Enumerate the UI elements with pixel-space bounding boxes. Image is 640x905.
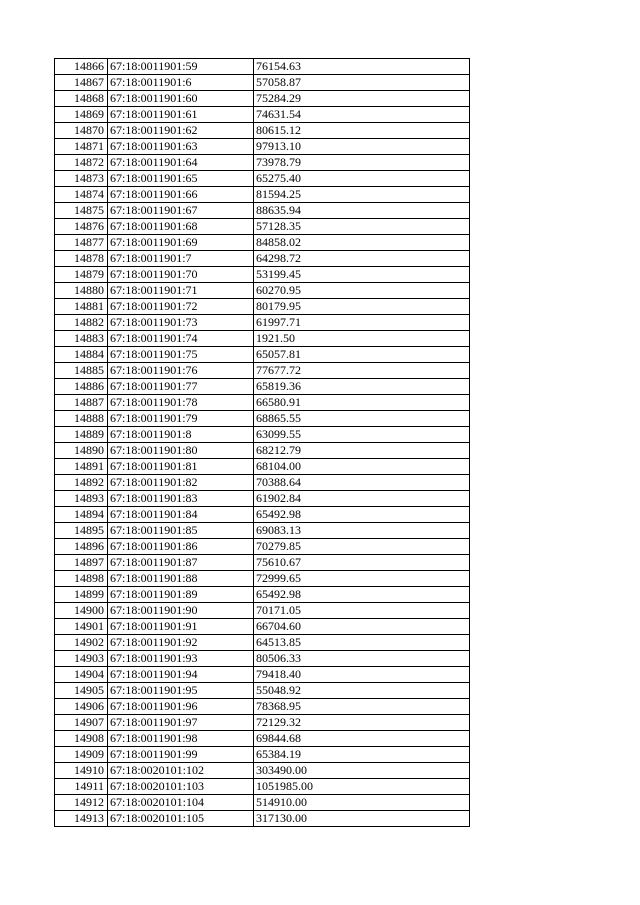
cadastral-number-cell: 67:18:0011901:61 (108, 107, 254, 123)
cadastral-number-cell: 67:18:0011901:80 (108, 443, 254, 459)
cadastral-number-cell: 67:18:0011901:78 (108, 395, 254, 411)
table-row (55, 251, 470, 267)
amount-cell: 72999.65 (254, 571, 470, 587)
table-row (55, 523, 470, 539)
row-number-cell: 14913 (55, 811, 108, 827)
amount-cell: 97913.10 (254, 139, 470, 155)
table-row (55, 267, 470, 283)
cadastral-number-cell: 67:18:0011901:7 (108, 251, 254, 267)
table-row (55, 315, 470, 331)
table-row (55, 363, 470, 379)
row-number-cell: 14890 (55, 443, 108, 459)
amount-cell: 75610.67 (254, 555, 470, 571)
row-number-cell: 14902 (55, 635, 108, 651)
cadastral-number-cell: 67:18:0011901:68 (108, 219, 254, 235)
row-number-cell: 14900 (55, 603, 108, 619)
amount-cell: 69844.68 (254, 731, 470, 747)
table-row (55, 603, 470, 619)
cadastral-number-cell: 67:18:0011901:71 (108, 283, 254, 299)
table-row (55, 731, 470, 747)
table-row (55, 635, 470, 651)
table-body (55, 59, 470, 827)
table-row (55, 75, 470, 91)
amount-cell: 88635.94 (254, 203, 470, 219)
table-row (55, 763, 470, 779)
table-row (55, 811, 470, 827)
cadastral-number-cell: 67:18:0011901:77 (108, 379, 254, 395)
row-number-cell: 14882 (55, 315, 108, 331)
row-number-cell: 14877 (55, 235, 108, 251)
table-row (55, 747, 470, 763)
table-row (55, 651, 470, 667)
cadastral-number-cell: 67:18:0011901:60 (108, 91, 254, 107)
cadastral-number-cell: 67:18:0011901:81 (108, 459, 254, 475)
row-number-cell: 14888 (55, 411, 108, 427)
table-row (55, 715, 470, 731)
row-number-cell: 14867 (55, 75, 108, 91)
row-number-cell: 14866 (55, 59, 108, 75)
cadastral-number-cell: 67:18:0011901:97 (108, 715, 254, 731)
row-number-cell: 14886 (55, 379, 108, 395)
cadastral-number-cell: 67:18:0011901:93 (108, 651, 254, 667)
row-number-cell: 14880 (55, 283, 108, 299)
table-row (55, 219, 470, 235)
table-row (55, 491, 470, 507)
amount-cell: 55048.92 (254, 683, 470, 699)
amount-cell: 65057.81 (254, 347, 470, 363)
cadastral-number-cell: 67:18:0011901:59 (108, 59, 254, 75)
row-number-cell: 14876 (55, 219, 108, 235)
row-number-cell: 14901 (55, 619, 108, 635)
cadastral-number-cell: 67:18:0011901:70 (108, 267, 254, 283)
table-row (55, 619, 470, 635)
amount-cell: 64298.72 (254, 251, 470, 267)
amount-cell: 74631.54 (254, 107, 470, 123)
amount-cell: 66704.60 (254, 619, 470, 635)
amount-cell: 72129.32 (254, 715, 470, 731)
table-row (55, 683, 470, 699)
cadastral-number-cell: 67:18:0011901:88 (108, 571, 254, 587)
table-row (55, 667, 470, 683)
amount-cell: 81594.25 (254, 187, 470, 203)
table-row (55, 443, 470, 459)
amount-cell: 317130.00 (254, 811, 470, 827)
cadastral-number-cell: 67:18:0011901:84 (108, 507, 254, 523)
cadastral-number-cell: 67:18:0011901:98 (108, 731, 254, 747)
row-number-cell: 14898 (55, 571, 108, 587)
cadastral-number-cell: 67:18:0020101:102 (108, 763, 254, 779)
table-row (55, 539, 470, 555)
row-number-cell: 14909 (55, 747, 108, 763)
amount-cell: 64513.85 (254, 635, 470, 651)
row-number-cell: 14904 (55, 667, 108, 683)
amount-cell: 68865.55 (254, 411, 470, 427)
row-number-cell: 14881 (55, 299, 108, 315)
amount-cell: 1921.50 (254, 331, 470, 347)
table-row (55, 187, 470, 203)
row-number-cell: 14869 (55, 107, 108, 123)
table-row (55, 299, 470, 315)
table-row (55, 347, 470, 363)
cadastral-number-cell: 67:18:0011901:85 (108, 523, 254, 539)
cadastral-number-cell: 67:18:0011901:67 (108, 203, 254, 219)
row-number-cell: 14911 (55, 779, 108, 795)
cadastral-number-cell: 67:18:0011901:64 (108, 155, 254, 171)
row-number-cell: 14899 (55, 587, 108, 603)
row-number-cell: 14878 (55, 251, 108, 267)
row-number-cell: 14875 (55, 203, 108, 219)
table-row (55, 331, 470, 347)
row-number-cell: 14894 (55, 507, 108, 523)
cadastral-number-cell: 67:18:0011901:87 (108, 555, 254, 571)
amount-cell: 73978.79 (254, 155, 470, 171)
cadastral-number-cell: 67:18:0011901:94 (108, 667, 254, 683)
row-number-cell: 14891 (55, 459, 108, 475)
row-number-cell: 14906 (55, 699, 108, 715)
cadastral-number-cell: 67:18:0011901:73 (108, 315, 254, 331)
row-number-cell: 14884 (55, 347, 108, 363)
cadastral-number-cell: 67:18:0011901:99 (108, 747, 254, 763)
amount-cell: 68104.00 (254, 459, 470, 475)
amount-cell: 53199.45 (254, 267, 470, 283)
row-number-cell: 14871 (55, 139, 108, 155)
row-number-cell: 14896 (55, 539, 108, 555)
cadastral-number-cell: 67:18:0020101:105 (108, 811, 254, 827)
amount-cell: 68212.79 (254, 443, 470, 459)
table-row (55, 107, 470, 123)
row-number-cell: 14885 (55, 363, 108, 379)
cadastral-number-cell: 67:18:0011901:79 (108, 411, 254, 427)
amount-cell: 80615.12 (254, 123, 470, 139)
table-row (55, 507, 470, 523)
cadastral-number-cell: 67:18:0011901:96 (108, 699, 254, 715)
amount-cell: 80179.95 (254, 299, 470, 315)
row-number-cell: 14874 (55, 187, 108, 203)
amount-cell: 65492.98 (254, 587, 470, 603)
cadastral-number-cell: 67:18:0011901:72 (108, 299, 254, 315)
table-row (55, 379, 470, 395)
amount-cell: 69083.13 (254, 523, 470, 539)
cadastral-number-cell: 67:18:0011901:8 (108, 427, 254, 443)
row-number-cell: 14910 (55, 763, 108, 779)
cadastral-number-cell: 67:18:0011901:89 (108, 587, 254, 603)
amount-cell: 75284.29 (254, 91, 470, 107)
table-row (55, 411, 470, 427)
row-number-cell: 14868 (55, 91, 108, 107)
amount-cell: 1051985.00 (254, 779, 470, 795)
cadastral-number-cell: 67:18:0011901:91 (108, 619, 254, 635)
amount-cell: 80506.33 (254, 651, 470, 667)
cadastral-number-cell: 67:18:0011901:75 (108, 347, 254, 363)
cadastral-number-cell: 67:18:0011901:92 (108, 635, 254, 651)
amount-cell: 514910.00 (254, 795, 470, 811)
cadastral-number-cell: 67:18:0011901:90 (108, 603, 254, 619)
amount-cell: 303490.00 (254, 763, 470, 779)
cadastral-number-cell: 67:18:0011901:63 (108, 139, 254, 155)
row-number-cell: 14883 (55, 331, 108, 347)
table-row (55, 587, 470, 603)
table-row (55, 459, 470, 475)
amount-cell: 60270.95 (254, 283, 470, 299)
row-number-cell: 14903 (55, 651, 108, 667)
cadastral-number-cell: 67:18:0011901:86 (108, 539, 254, 555)
row-number-cell: 14879 (55, 267, 108, 283)
amount-cell: 63099.55 (254, 427, 470, 443)
cadastral-number-cell: 67:18:0011901:74 (108, 331, 254, 347)
row-number-cell: 14887 (55, 395, 108, 411)
amount-cell: 70279.85 (254, 539, 470, 555)
row-number-cell: 14893 (55, 491, 108, 507)
amount-cell: 57128.35 (254, 219, 470, 235)
cadastral-number-cell: 67:18:0020101:104 (108, 795, 254, 811)
table-row (55, 123, 470, 139)
row-number-cell: 14912 (55, 795, 108, 811)
cadastral-number-cell: 67:18:0011901:62 (108, 123, 254, 139)
data-table (54, 58, 470, 827)
amount-cell: 70171.05 (254, 603, 470, 619)
amount-cell: 70388.64 (254, 475, 470, 491)
table-row (55, 91, 470, 107)
amount-cell: 57058.87 (254, 75, 470, 91)
amount-cell: 84858.02 (254, 235, 470, 251)
cadastral-number-cell: 67:18:0011901:82 (108, 475, 254, 491)
amount-cell: 61902.84 (254, 491, 470, 507)
row-number-cell: 14908 (55, 731, 108, 747)
row-number-cell: 14872 (55, 155, 108, 171)
amount-cell: 78368.95 (254, 699, 470, 715)
table-row (55, 779, 470, 795)
amount-cell: 65275.40 (254, 171, 470, 187)
amount-cell: 61997.71 (254, 315, 470, 331)
table-row (55, 795, 470, 811)
table-row (55, 155, 470, 171)
cadastral-number-cell: 67:18:0011901:76 (108, 363, 254, 379)
row-number-cell: 14905 (55, 683, 108, 699)
amount-cell: 66580.91 (254, 395, 470, 411)
table-row (55, 427, 470, 443)
row-number-cell: 14895 (55, 523, 108, 539)
row-number-cell: 14897 (55, 555, 108, 571)
row-number-cell: 14870 (55, 123, 108, 139)
row-number-cell: 14892 (55, 475, 108, 491)
table-row (55, 475, 470, 491)
amount-cell: 65819.36 (254, 379, 470, 395)
amount-cell: 77677.72 (254, 363, 470, 379)
cadastral-number-cell: 67:18:0011901:69 (108, 235, 254, 251)
row-number-cell: 14907 (55, 715, 108, 731)
cadastral-number-cell: 67:18:0020101:103 (108, 779, 254, 795)
amount-cell: 79418.40 (254, 667, 470, 683)
table-row (55, 395, 470, 411)
table-row (55, 235, 470, 251)
cadastral-number-cell: 67:18:0011901:66 (108, 187, 254, 203)
table-row (55, 699, 470, 715)
cadastral-number-cell: 67:18:0011901:6 (108, 75, 254, 91)
table-row (55, 171, 470, 187)
amount-cell: 65492.98 (254, 507, 470, 523)
table-row (55, 283, 470, 299)
cadastral-number-cell: 67:18:0011901:83 (108, 491, 254, 507)
cadastral-number-cell: 67:18:0011901:95 (108, 683, 254, 699)
table-row (55, 139, 470, 155)
table-row (55, 203, 470, 219)
table-row (55, 59, 470, 75)
row-number-cell: 14873 (55, 171, 108, 187)
cadastral-number-cell: 67:18:0011901:65 (108, 171, 254, 187)
table-row (55, 555, 470, 571)
table-row (55, 571, 470, 587)
row-number-cell: 14889 (55, 427, 108, 443)
amount-cell: 76154.63 (254, 59, 470, 75)
amount-cell: 65384.19 (254, 747, 470, 763)
